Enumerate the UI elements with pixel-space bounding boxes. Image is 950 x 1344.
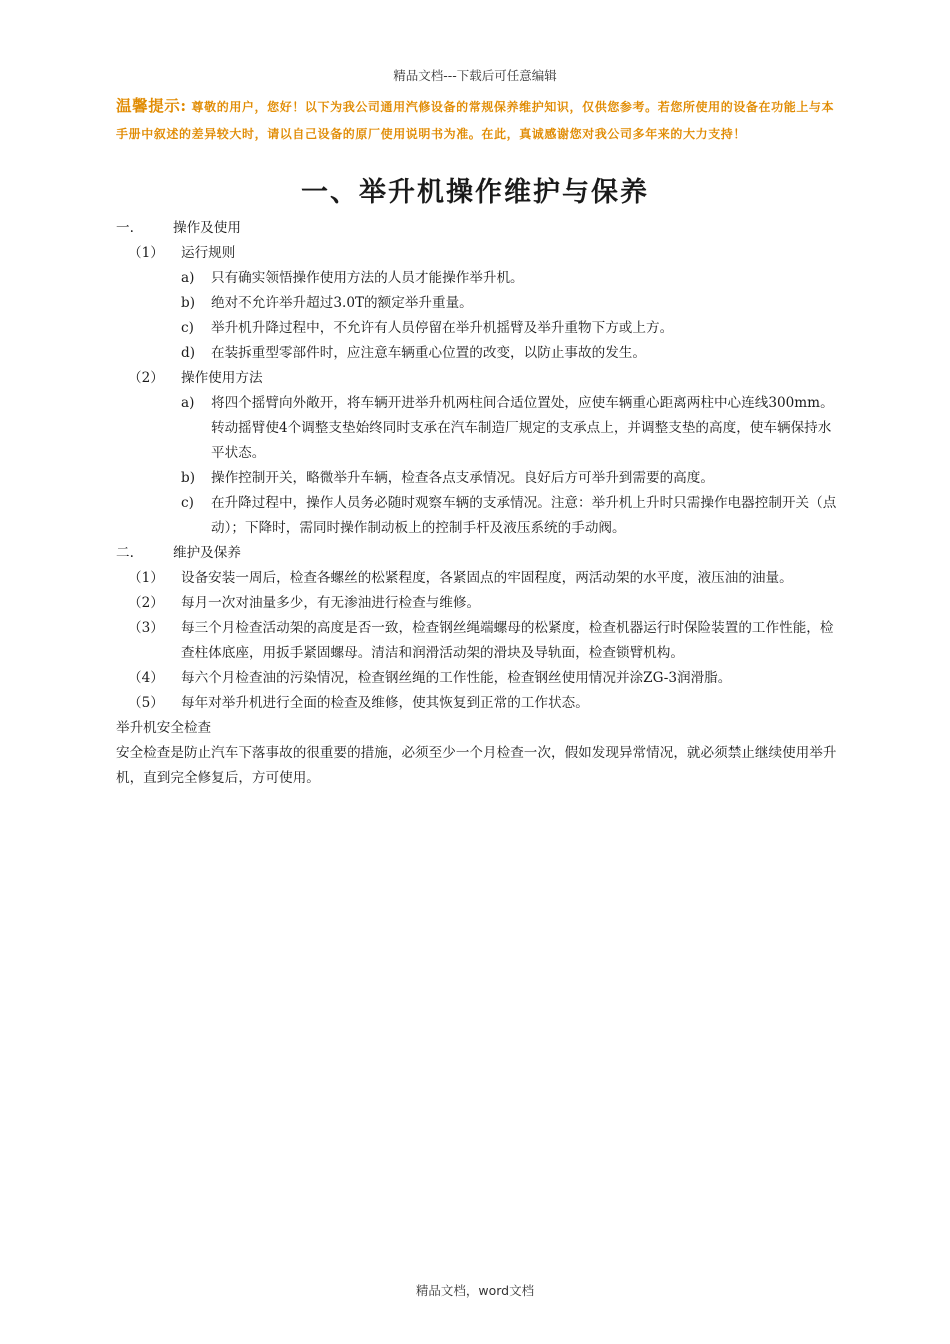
list-item (116, 691, 840, 716)
section-2-heading (116, 541, 840, 566)
list-item (116, 566, 840, 591)
subsection-number: （1） (128, 245, 164, 261)
list-item (116, 666, 840, 691)
list-marker: b) (181, 470, 196, 486)
list-item (116, 591, 840, 616)
list-marker: c) (181, 495, 194, 511)
subsection-2-heading (116, 366, 840, 391)
warm-notice (116, 92, 836, 148)
list-marker: （3） (128, 620, 164, 636)
list-text: 每六个月检查油的污染情况，检查钢丝绳的工作性能，检查钢丝使用情况并涂ZG-3润滑脂。 (181, 670, 732, 686)
list-item (116, 341, 840, 366)
list-marker: （4） (128, 670, 164, 686)
subsection-label: 操作使用方法 (181, 370, 263, 386)
document-title: 一、举升机操作维护与保养 (301, 177, 649, 208)
list-text: 只有确实领悟操作使用方法的人员才能操作举升机。 (211, 270, 524, 286)
list-text: 举升机升降过程中，不允许有人员停留在举升机摇臂及举升重物下方或上方。 (211, 320, 674, 336)
subsection-label: 运行规则 (181, 245, 236, 261)
subsection-number: （2） (128, 370, 164, 386)
list-text: 设备安装一周后，检查各螺丝的松紧程度，各紧固点的牢固程度，两活动架的水平度，液压油的油量。 (181, 570, 793, 586)
section-number: 二. (116, 545, 134, 561)
list-text: 每月一次对油量多少，有无渗油进行检查与维修。 (181, 595, 481, 611)
subsection-1-heading (116, 241, 840, 266)
list-text: 在升降过程中，操作人员务必随时观察车辆的支承情况。注意：举升机上升时只需操作电器控制开关（点动）；下降时，需同时操作制动板上的控制手杆及液压系统的手动阀。 (211, 495, 837, 536)
safety-text: 安全检查是防止汽车下落事故的很重要的措施，必须至少一个月检查一次，假如发现异常情况，就必须禁止继续使用举升机，直到完全修复后，方可使用。 (116, 745, 837, 786)
list-item (116, 291, 840, 316)
list-marker: c) (181, 320, 194, 336)
list-text: 操作控制开关，略微举升车辆，检查各点支承情况。良好后方可举升到需要的高度。 (211, 470, 714, 486)
list-marker: b) (181, 295, 196, 311)
section-label: 维护及保养 (173, 545, 241, 561)
safety-heading: 举升机安全检查 (116, 720, 212, 736)
list-marker: a) (181, 395, 195, 411)
list-text: 每三个月检查活动架的高度是否一致，检查钢丝绳端螺母的松紧度，检查机器运行时保险装置的工作性能，检查柱体底座，用扳手紧固螺母。清洁和润滑活动架的滑块及导轨面，检查锁臂机构。 (181, 620, 834, 661)
list-text: 将四个摇臂向外敞开，将车辆开进举升机两柱间合适位置处，应使车辆重心距离两柱中心连线300mm。转动摇臂使4个调整支垫始终同时支承在汽车制造厂规定的支承点上，并调整支垫的高度，使车辆保持水平状态。 (211, 395, 834, 461)
list-marker: （5） (128, 695, 164, 711)
list-item (116, 266, 840, 291)
list-item (116, 466, 840, 491)
list-item (116, 616, 840, 666)
page-footer: 精品文档，word文档 (415, 1283, 535, 1298)
list-marker: （2） (128, 595, 164, 611)
page-header: 精品文档---下载后可任意编辑 (393, 68, 557, 83)
list-item (116, 316, 840, 341)
section-label: 操作及使用 (173, 220, 241, 236)
section-1-heading (116, 216, 840, 241)
list-marker: d) (181, 345, 196, 361)
list-item (116, 491, 840, 541)
list-marker: a) (181, 270, 195, 286)
list-marker: （1） (128, 570, 164, 586)
list-text: 每年对举升机进行全面的检查及维修，使其恢复到正常的工作状态。 (181, 695, 589, 711)
document-body (116, 216, 840, 791)
notice-lead: 温馨提示: (116, 96, 187, 115)
section-number: 一. (116, 220, 134, 236)
notice-text: 尊敬的用户，您好！以下为我公司通用汽修设备的常规保养维护知识，仅供您参考。若您所使用的设备在功能上与本手册中叙述的差异较大时，请以自己设备的原厂使用说明书为准。在此，真诚感谢您对我公司多年来的大力支持！ (116, 100, 835, 141)
list-item (116, 391, 840, 466)
list-text: 绝对不允许举升超过3.0T的额定举升重量。 (211, 295, 473, 311)
list-text: 在装拆重型零部件时，应注意车辆重心位置的改变，以防止事故的发生。 (211, 345, 646, 361)
